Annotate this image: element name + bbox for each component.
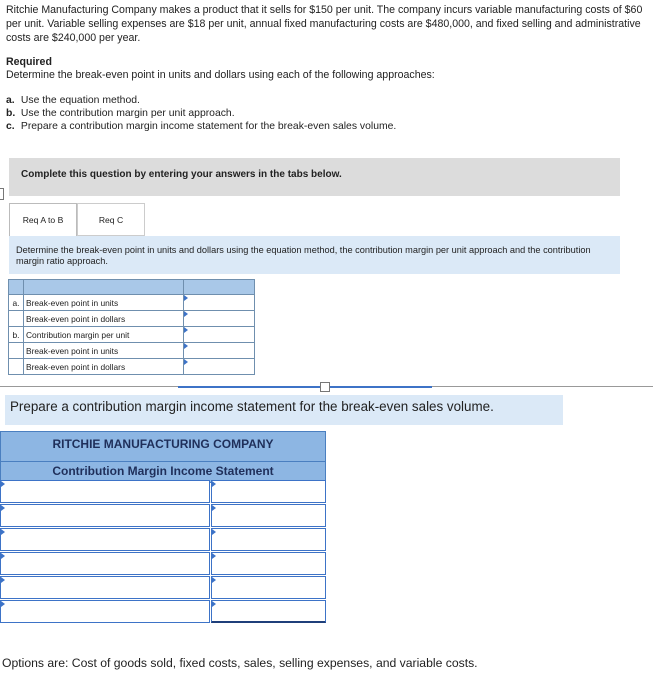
input-marker-icon [1,481,5,487]
table-row [9,311,255,327]
answer-input[interactable] [184,311,255,327]
row-letter [9,359,24,375]
amount-input[interactable] [211,576,326,599]
input-marker-icon [184,311,188,317]
amount-input[interactable] [211,600,326,623]
required-heading: Required [6,56,52,68]
requirement-letter: c. [6,121,15,132]
requirement-letter: b. [6,108,16,119]
input-marker-icon [212,553,216,559]
row-label: Break-even point in dollars [24,359,184,375]
table-row [9,295,255,311]
amount-input[interactable] [211,480,326,503]
label-dropdown[interactable] [0,552,210,575]
input-marker-icon [212,505,216,511]
requirement-text: Prepare a contribution margin income statement for the break-even sales volume. [20,121,397,132]
label-dropdown[interactable] [0,600,210,623]
input-marker-icon [184,343,188,349]
answer-input[interactable] [184,295,255,311]
row-letter: b. [9,327,24,343]
label-dropdown[interactable] [0,480,210,503]
tab-label: Req C [98,214,124,225]
tab-req-a-to-b[interactable] [9,203,77,236]
statement-title: Contribution Margin Income Statement [1,461,325,478]
answer-input[interactable] [184,359,255,375]
requirement-text: Use the equation method. [20,95,140,106]
tab-req-c[interactable] [77,203,145,236]
row-label: Break-even point in units [24,295,184,311]
req-c-prompt: Prepare a contribution margin income statement for the break-even sales volume. [10,399,494,414]
input-marker-icon [212,481,216,487]
requirement-b [6,107,396,120]
input-marker-icon [184,295,188,301]
row-letter [9,343,24,359]
instruction-bar [9,158,620,196]
input-marker-icon [1,529,5,535]
requirement-list [6,94,396,133]
statement-row [0,552,326,576]
input-marker-icon [1,553,5,559]
row-label: Contribution margin per unit [24,327,184,343]
answer-input[interactable] [184,327,255,343]
statement-row [0,600,326,624]
statement-header [0,431,326,483]
statement-row [0,576,326,600]
table-row [9,327,255,343]
requirement-letter: a. [6,95,15,106]
left-edge-marker [0,188,4,200]
input-marker-icon [1,505,5,511]
req-c-prompt-box [5,395,563,425]
requirement-text: Use the contribution margin per unit approach. [20,108,235,119]
statement-row [0,480,326,504]
input-marker-icon [1,577,5,583]
amount-input[interactable] [211,528,326,551]
input-marker-icon [1,601,5,607]
table-header-row [9,280,255,295]
row-letter: a. [9,295,24,311]
row-label: Break-even point in dollars [24,311,184,327]
required-text: Determine the break-even point in units and dollars using each of the following approaches: [6,69,435,81]
company-name: RITCHIE MANUFACTURING COMPANY [52,437,274,451]
input-marker-icon [184,359,188,365]
resize-handle[interactable] [320,382,330,392]
income-statement-grid [0,480,326,624]
row-label: Break-even point in units [24,343,184,359]
options-note: Options are: Cost of goods sold, fixed costs, sales, selling expenses, and variable costs. [2,656,478,670]
input-marker-icon [212,601,216,607]
answer-input[interactable] [184,343,255,359]
input-marker-icon [212,577,216,583]
problem-intro: Ritchie Manufacturing Company makes a product that it sells for $150 per unit. The company incurs variable manufacturing costs of $60 per unit. Variable selling expenses are $18 per unit, annual fixed manufacturing costs are $480,000, and fixed selling and administrative costs are $240,000 per year. [6,4,643,44]
label-dropdown[interactable] [0,528,210,551]
instruction-text: Complete this question by entering your answers in the tabs below. [21,169,342,180]
req-ab-description: Determine the break-even point in units and dollars using the equation method, the contribution margin per unit approach and the contribution margin ratio approach. [16,245,591,266]
row-letter [9,311,24,327]
input-marker-icon [184,327,188,333]
requirement-c [6,120,396,133]
amount-input[interactable] [211,552,326,575]
table-row [9,343,255,359]
break-even-table [8,279,255,375]
label-dropdown[interactable] [0,576,210,599]
table-row [9,359,255,375]
requirement-a [6,94,396,107]
label-dropdown[interactable] [0,504,210,527]
scroll-indicator [178,386,432,388]
statement-row [0,504,326,528]
statement-row [0,528,326,552]
amount-input[interactable] [211,504,326,527]
input-marker-icon [212,529,216,535]
tab-label: Req A to B [22,215,64,225]
req-ab-description-box [9,236,620,274]
